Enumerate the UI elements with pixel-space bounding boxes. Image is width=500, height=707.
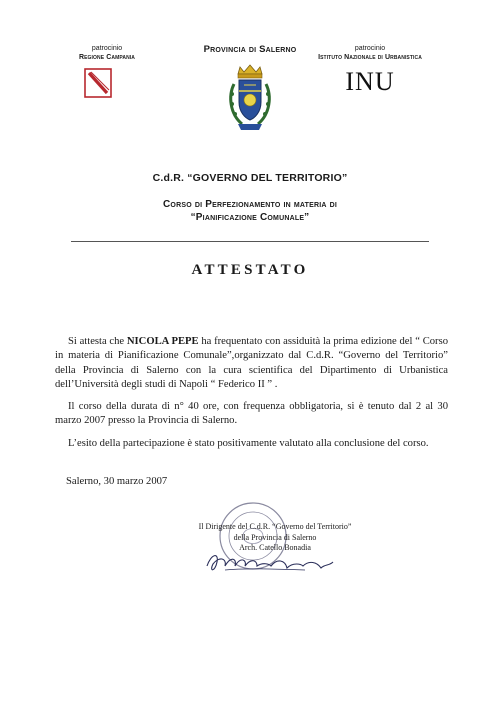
provincia-salerno-title: Provincia di Salerno <box>203 44 297 55</box>
p1-text: ha frequentato con assiduità la prima edizione del “ Corso in materia di Pianificazione Comunale”,organizzato dal C.d.R. “Governo del Territorio” della Provincia di Salerno con la cura scientifica del Dipartimento di Urbanistica dell’Università degli studi di Napoli “ Federico II ” . <box>55 336 448 391</box>
p1-intro: Si attesta che <box>68 336 127 347</box>
regione-campania-name: Regione Campania <box>78 54 136 61</box>
inu-logo-text: INU <box>345 67 395 96</box>
inu-full-name: Istituto Nazionale di Urbanistica <box>318 54 422 61</box>
handwritten-signature-icon <box>205 548 335 576</box>
provincia-salerno-block <box>180 44 320 55</box>
course-title-line2: “Pianificazione Comunale” <box>190 212 310 223</box>
signatory-line2: della Provincia di Salerno <box>233 532 317 542</box>
horizontal-divider <box>71 241 429 242</box>
patrocinio-caption-right: patrocinio <box>354 45 386 52</box>
provincia-salerno-crest-icon <box>226 64 274 134</box>
attestato-heading: ATTESTATO <box>191 262 309 278</box>
paragraph-outcome <box>55 437 448 451</box>
regione-campania-block <box>62 44 152 62</box>
p3-text: L’esito della partecipazione è stato positivamente valutato alla conclusione del corso. <box>68 438 429 449</box>
p2-text: Il corso della durata di n° 40 ore, con frequenza obbligatoria, si è tenuto dal 2 al 30 marzo 2007 presso la Provincia di Salerno. <box>55 401 448 427</box>
course-title-line1: Corso di Perfezionamento in materia di <box>163 199 337 210</box>
regione-campania-logo-icon <box>84 68 112 98</box>
signatory-line3: Arch. Catello Bonadia <box>239 543 311 552</box>
place-and-date: Salerno, 30 marzo 2007 <box>66 476 168 487</box>
letterhead <box>0 0 500 140</box>
paragraph-attendance <box>55 335 448 393</box>
participant-name: NICOLA PEPE <box>126 336 199 347</box>
course-title <box>0 198 500 224</box>
cdr-title: C.d.R. “GOVERNO DEL TERRITORIO” <box>152 172 348 184</box>
paragraph-duration <box>55 400 448 429</box>
signatory-line1: Il Dirigente del C.d.R. “Governo del Territorio” <box>198 522 352 531</box>
inu-block <box>305 44 435 96</box>
patrocinio-caption-left: patrocinio <box>91 45 123 52</box>
